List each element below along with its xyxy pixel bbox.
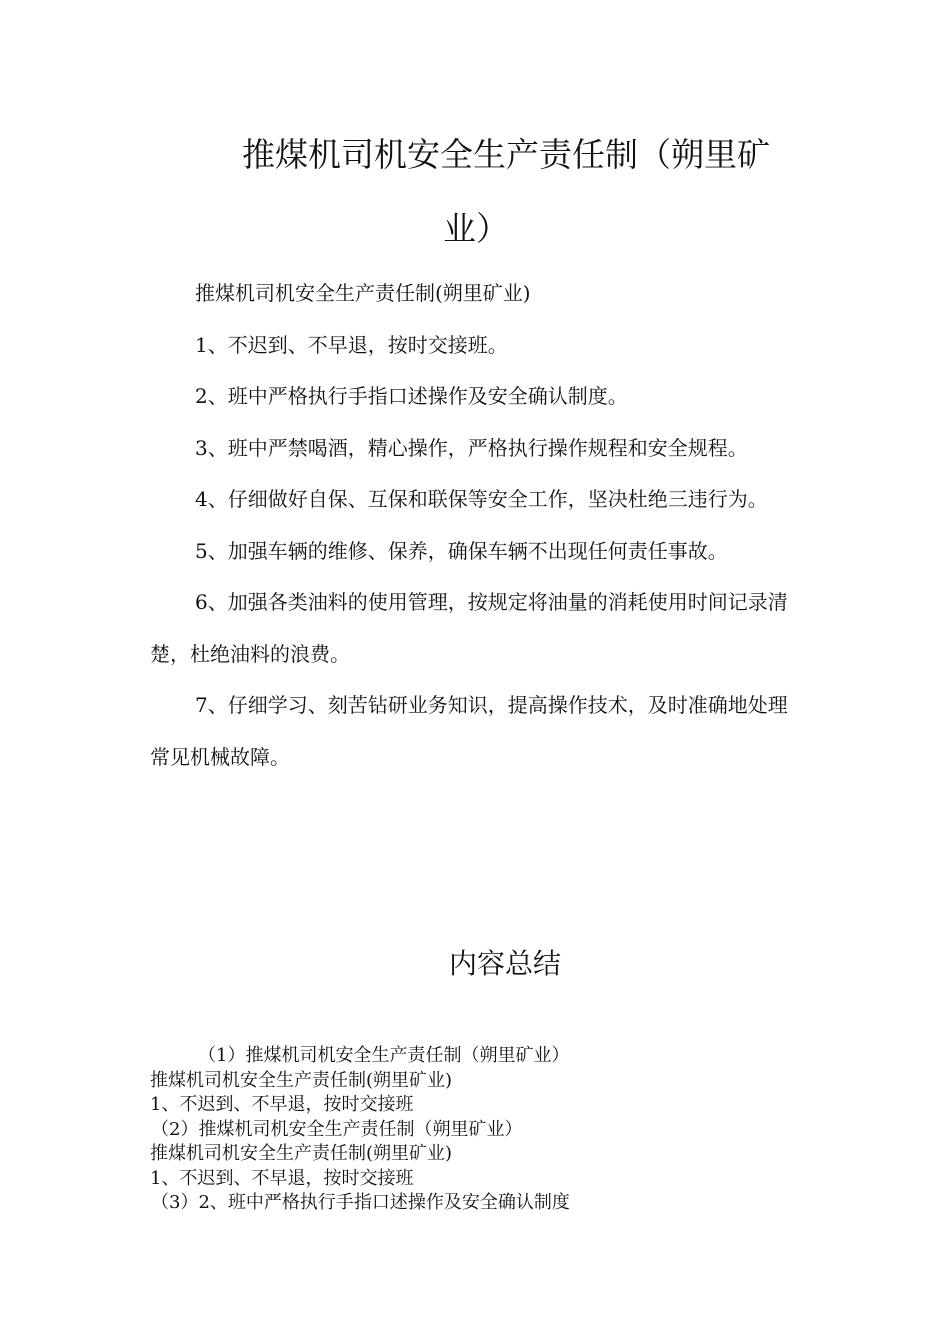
paragraph-item-3: 3、班中严禁喝酒，精心操作，严格执行操作规程和安全规程。 [195, 435, 748, 460]
summary-line: 1、不迟到、不早退，按时交接班 [150, 1094, 414, 1115]
summary-section [150, 1044, 850, 1216]
paragraph-item-6: 6、加强各类油料的使用管理，按规定将油量的消耗使用时间记录清楚，杜绝油料的浪费。 [150, 590, 788, 666]
summary-line: （2）推煤机司机安全生产责任制（朔里矿业） [151, 1118, 523, 1140]
summary-line: 1、不迟到、不早退，按时交接班 [150, 1167, 414, 1189]
paragraph-item-2: 2、班中严格执行手指口述操作及安全确认制度。 [195, 384, 628, 408]
summary-heading: 内容总结 [448, 947, 561, 980]
paragraph-item-1: 1、不迟到、不早退，按时交接班。 [195, 332, 508, 357]
paragraph-item-4: 4、仔细做好自保、互保和联保等安全工作，坚决杜绝三违行为。 [195, 487, 768, 511]
document-title [150, 118, 790, 266]
summary-line: （1）推煤机司机安全生产责任制（朔里矿业） [198, 1045, 570, 1066]
document-body [150, 268, 790, 783]
document-title-tail: 业） [443, 209, 509, 248]
paragraph-item-5: 5、加强车辆的维修、保养，确保车辆不出现任何责任事故。 [195, 538, 728, 563]
paragraph-item-7: 7、仔细学习、刻苦钻研业务知识，提高操作技术，及时准确地处理常见机械故障。 [150, 693, 788, 769]
document-title-main: 推煤机司机安全生产责任制（朔里矿 [242, 135, 770, 174]
paragraph-heading: 推煤机司机安全生产责任制(朔里矿业) [195, 281, 531, 305]
summary-line: （3）2、班中严格执行手指口述操作及安全确认制度 [151, 1192, 570, 1213]
summary-line: 推煤机司机安全生产责任制(朔里矿业) [150, 1143, 453, 1164]
summary-line: 推煤机司机安全生产责任制(朔里矿业) [150, 1069, 453, 1091]
